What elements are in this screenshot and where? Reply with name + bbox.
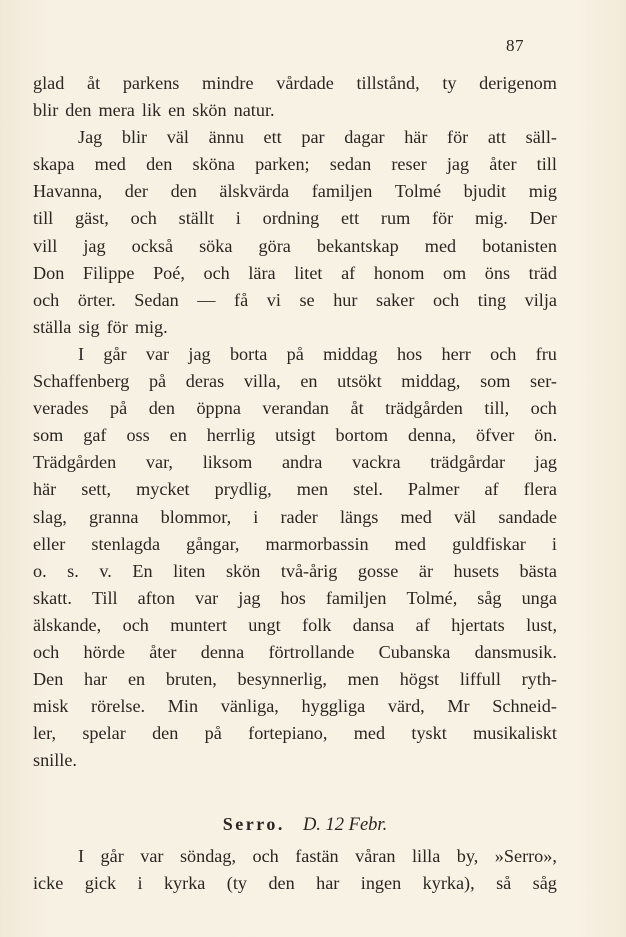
dateline <box>33 811 557 838</box>
text-line: Trädgården var, liksom andra vackra trädgårdar jag <box>33 452 557 473</box>
paragraph <box>33 124 557 341</box>
text-line: vill jag också söka göra bekantskap med botanisten <box>33 235 557 256</box>
text-line: Havanna, der den älskvärda familjen Tolmé bjudit mig <box>33 181 557 202</box>
text-line: Don Filippe Poé, och lära litet af honom om öns träd <box>33 262 557 283</box>
text-line: eller stenlagda gångar, marmorbassin med guldfiskar i <box>33 533 557 554</box>
paragraphs-before-dateline <box>33 70 557 774</box>
text-line: o. s. v. En liten skön två-årig gosse är husets bästa <box>33 560 557 581</box>
paragraphs-after-dateline <box>33 843 557 897</box>
text-line: verades på den öppna verandan åt trädgården till, och <box>33 398 557 419</box>
page-number: 87 <box>506 36 524 55</box>
dateline-date: D. 12 Febr. <box>302 815 388 836</box>
text-line: älskande, och muntert ungt folk dansa af hjertats lust, <box>33 614 557 635</box>
text-line: Den har en bruten, besynnerlig, men högst liffull ryth- <box>33 669 557 690</box>
text-line: skapa med den sköna parken; sedan reser jag åter till <box>33 154 557 175</box>
text-line: blir den mera lik en skön natur. <box>33 100 275 121</box>
text-line: till gäst, och ställt i ordning ett rum för mig. Der <box>33 208 557 229</box>
dateline-place: Serro. <box>222 814 285 835</box>
text-line: Jag blir väl ännu ett par dagar här för att säll- <box>78 127 557 148</box>
text-line: I går var söndag, och fastän våran lilla by, »Serro», <box>78 845 557 866</box>
paragraph <box>33 843 557 897</box>
text-line: som gaf oss en herrlig utsigt bortom denna, öfver ön. <box>33 425 557 446</box>
text-line: ställa sig för mig. <box>33 316 168 337</box>
text-line: skatt. Till afton var jag hos familjen Tolmé, såg unga <box>33 587 557 608</box>
text-line: slag, granna blommor, i rader längs med väl sandade <box>33 506 557 527</box>
text-line: Schaffenberg på deras villa, en utsökt middag, som ser- <box>33 371 557 392</box>
text-line: här sett, mycket prydlig, men stel. Palmer af flera <box>33 479 557 500</box>
paragraph <box>33 341 557 775</box>
text-line: I går var jag borta på middag hos herr och fru <box>78 343 557 364</box>
text-line: ler, spelar den på fortepiano, med tyskt musikaliskt <box>33 723 557 744</box>
text-line: och örter. Sedan — få vi se hur saker och ting vilja <box>33 289 557 310</box>
text-line: glad åt parkens mindre vårdade tillstånd, ty derigenom <box>33 73 557 93</box>
text-line: misk rörelse. Min vänliga, hyggliga värd, Mr Schneid- <box>33 696 557 717</box>
paragraph <box>33 70 557 124</box>
text-line: icke gick i kyrka (ty den har ingen kyrka), så såg <box>33 872 557 893</box>
text-line: och hörde åter denna förtrollande Cubanska dansmusik. <box>33 641 557 662</box>
text-line: snille. <box>33 750 77 771</box>
body-text <box>33 70 557 897</box>
